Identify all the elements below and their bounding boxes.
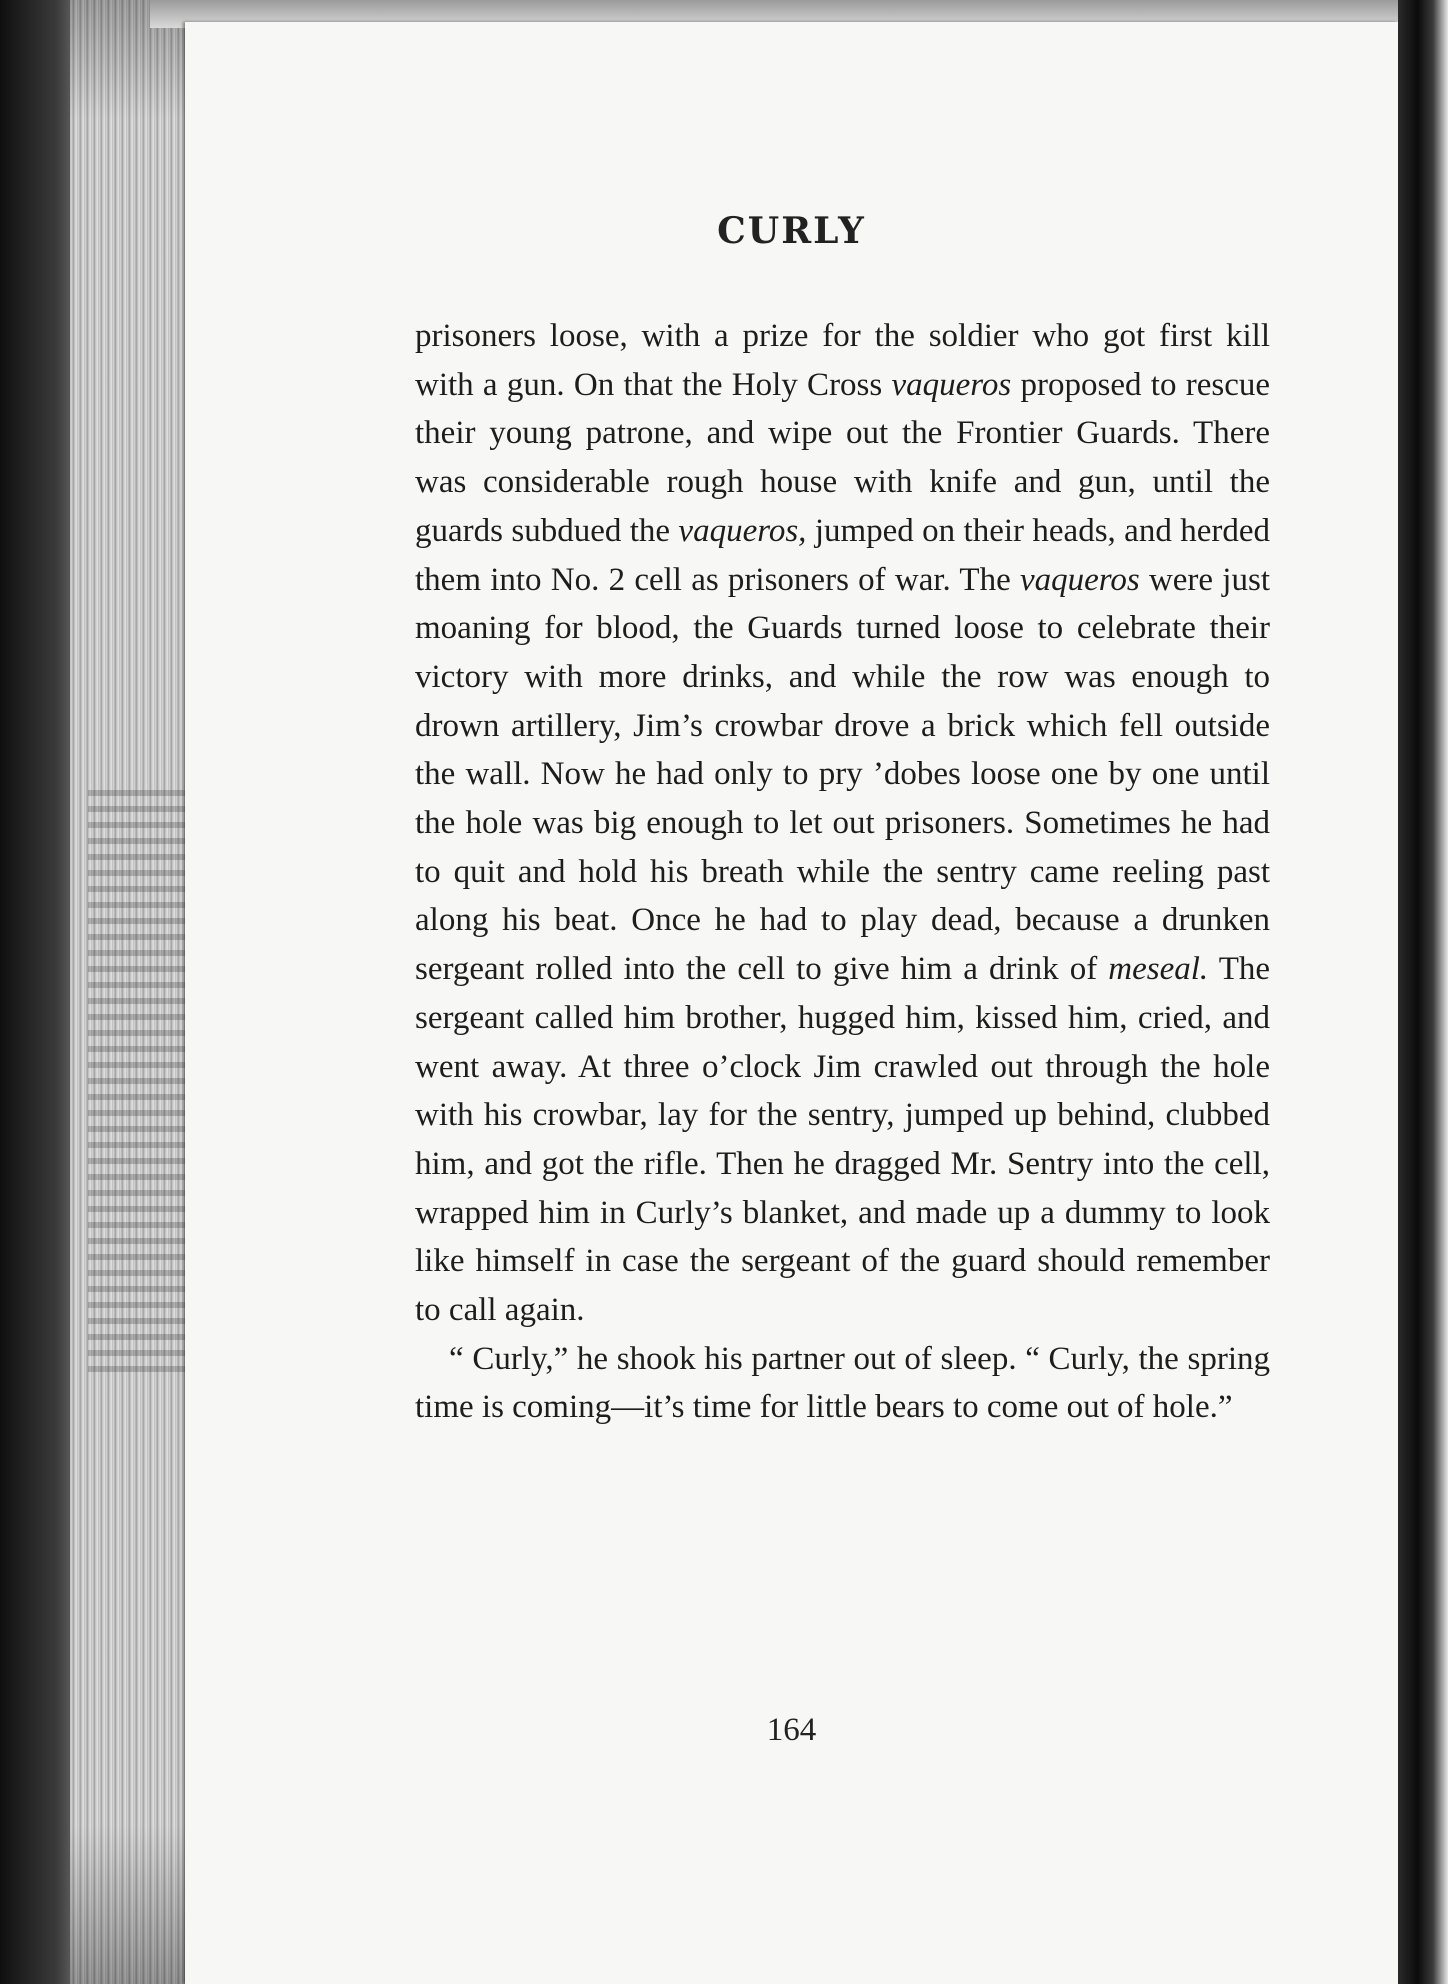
text-segment: “ Curly,” he shook his partner out of sleep. “ Curly, the spring time is coming—it’s time for little bears to come out of hole.”	[415, 1340, 1270, 1426]
scan-margin-left	[0, 0, 80, 1984]
book-page	[185, 22, 1398, 1984]
page-number: 164	[766, 1712, 817, 1748]
italic-segment: vaqueros	[891, 366, 1012, 403]
text-segment: proposed to rescue their young patrone, and wipe out the Frontier Guards. There was considerable rough house with knife and gun, until the guards subdued the	[415, 366, 1270, 549]
text-segment: jumped on their heads, and herded them into No. 2 cell as prisoners of war. The	[415, 512, 1270, 598]
italic-segment: vaqueros,	[678, 512, 807, 549]
running-head: CURLY	[717, 210, 866, 252]
paragraph-2	[415, 1335, 1270, 1432]
library-stamp-edge	[88, 790, 188, 1380]
facing-page-edge	[1398, 0, 1448, 1984]
italic-segment: vaqueros	[1019, 561, 1140, 598]
italic-segment: meseal.	[1108, 951, 1209, 988]
text-segment: prisoners loose, with a prize for the soldier who got first kill with a gun. On that the Holy Cross	[415, 318, 1270, 403]
body-text	[415, 312, 1270, 1432]
paragraph-1	[415, 312, 1270, 1335]
text-segment: were just moaning for blood, the Guards turned loose to celebrate their victory with more drinks, and while the row was enough to drown artillery, Jim’s crowbar drove a brick which fell outside the wall. Now he had only to pry ’dobes loose one by one until the hole was big enough to let out prisoners. Sometimes he had to quit and hold his breath while the sentry came reeling past along his beat. Once he had to play dead, because a drunken sergeant rolled into the cell to give him a drink of	[415, 561, 1270, 988]
text-segment: The sergeant called him brother, hugged him, kissed him, cried, and went away. At three o’clock Jim crawled out through the hole with his crowbar, lay for the sentry, jumped up behind, clubbed him, and got the rifle. Then he dragged Mr. Sentry into the cell, wrapped him in Curly’s blanket, and made up a dummy to look like himself in case the sergeant of the guard should remember to call again.	[415, 951, 1270, 1329]
